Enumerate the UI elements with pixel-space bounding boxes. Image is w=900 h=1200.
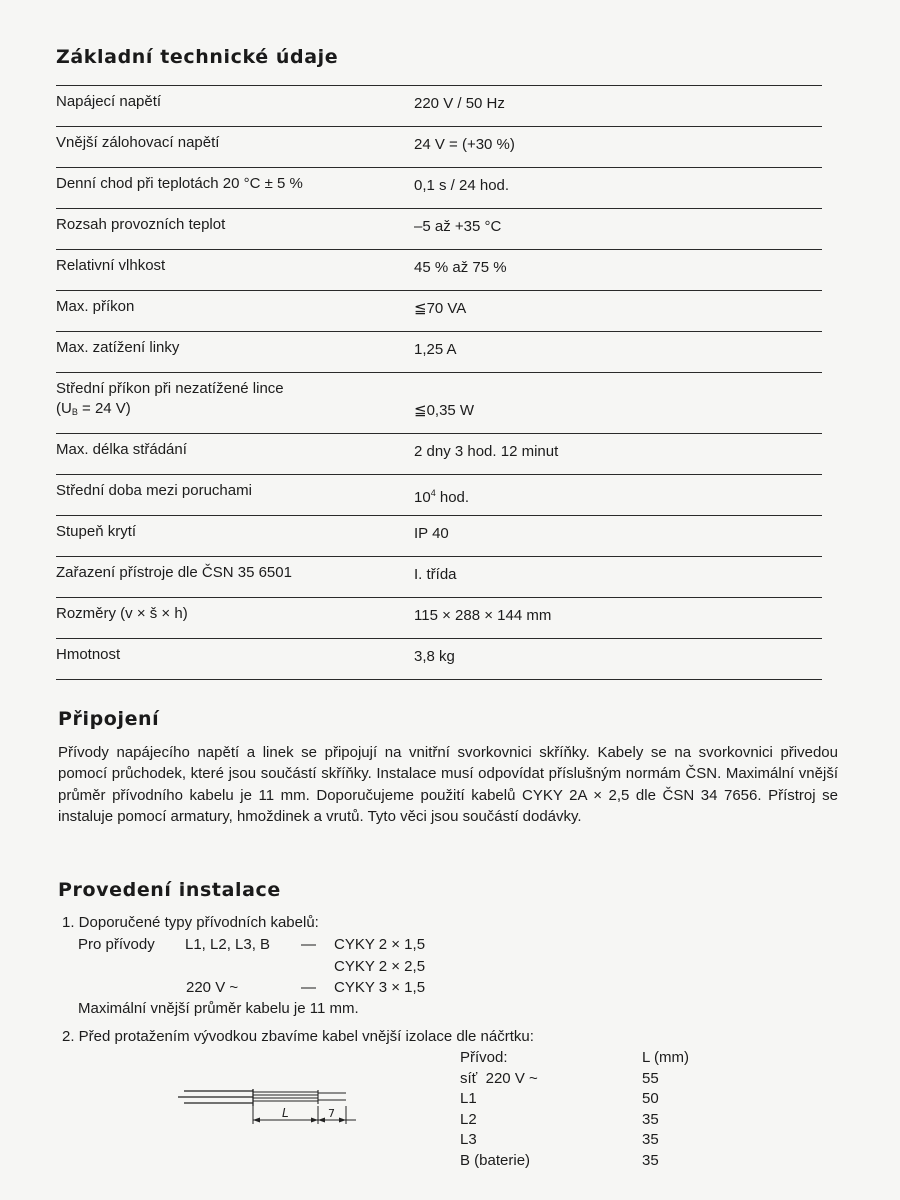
table-row	[56, 209, 822, 249]
spec-value: 45 % až 75 %	[414, 259, 507, 276]
table-row	[56, 291, 822, 331]
strip-length: 35	[642, 1151, 659, 1169]
spec-label: Hmotnost	[56, 646, 121, 663]
spec-value: ≦0,35 W	[414, 402, 475, 419]
spec-value: 2 dny 3 hod. 12 minut	[414, 443, 559, 460]
spec-label: Max. příkon	[56, 298, 135, 315]
spec-value-base: 10	[414, 489, 431, 506]
spec-value: ≦70 VA	[414, 300, 467, 317]
dimension-arrow	[339, 1118, 346, 1123]
connection-paragraph: Přívody napájecího napětí a linek se připojují na vnitřní svorkovnici skříňky. Kabely se na svorkovnici přivedou pomocí průchodek, které jsou součástí skříňky. Instalace musí odpovídat příslušným normám ČSN. Maximální vnější průměr přívodního kabelu je 11 mm. Doporučujeme použití kabelů CYKY 2A × 2,5 dle ČSN 34 7656. Přístroj se instaluje pomocí armatury, hmoždinek a vrutů. Tyto věci jsou součástí dodávky.	[58, 744, 838, 826]
spec-label: Max. zatížení linky	[56, 339, 180, 356]
spec-label: Stupeň krytí	[56, 523, 137, 540]
spec-label: Napájecí napětí	[56, 93, 162, 110]
spec-label: Max. délka střádání	[56, 441, 187, 458]
spec-value: 220 V / 50 Hz	[414, 95, 505, 112]
item1-line3-right: CYKY 3 × 1,5	[334, 979, 426, 996]
cable-name: L3	[460, 1131, 477, 1148]
cable-name: L2	[460, 1110, 477, 1128]
spec-label: Zařazení přístroje dle ČSN 35 6501	[56, 564, 292, 581]
table-row	[56, 168, 822, 208]
strip-length: 35	[642, 1131, 659, 1148]
section-title-installation: Provedení instalace	[58, 879, 281, 901]
spec-value: 115 × 288 × 144 mm	[414, 607, 552, 624]
spec-value: 24 V = (+30 %)	[414, 136, 515, 153]
table-row	[56, 250, 822, 290]
table-row	[56, 557, 822, 597]
spec-value: 1,25 A	[414, 341, 457, 358]
spec-label: Vnější zálohovací napětí	[56, 134, 220, 151]
cable-strip-sketch	[178, 1080, 368, 1130]
table-row	[56, 639, 822, 679]
spec-label: Relativní vlhkost	[56, 257, 166, 274]
spec-value: IP 40	[414, 525, 449, 542]
spec-label-line1: Střední příkon při nezatížené lince	[56, 380, 284, 397]
section-title-specs: Základní technické údaje	[56, 46, 339, 68]
spec-label-line2-pre: (U	[56, 400, 72, 417]
table-row	[56, 434, 822, 474]
table-row	[56, 86, 822, 126]
col-header-length: L (mm)	[642, 1049, 689, 1066]
strip-length: 35	[642, 1110, 659, 1128]
spec-value-unit: hod.	[435, 489, 470, 506]
table-row	[56, 516, 822, 556]
table-rule	[56, 679, 822, 680]
strip-length: 50	[642, 1090, 659, 1107]
item1-heading: 1. Doporučené typy přívodních kabelů:	[62, 914, 319, 931]
table-row	[56, 127, 822, 167]
table-row	[56, 475, 822, 515]
item1-line3-mid: 220 V ~	[186, 979, 239, 996]
spec-label: Rozměry (v × š × h)	[56, 605, 188, 622]
dimension-arrow	[311, 1118, 318, 1123]
cable-name: L1	[460, 1090, 477, 1107]
spec-value: I. třída	[414, 566, 457, 583]
item1-dash: —	[301, 936, 316, 953]
col-header-cable: Přívod:	[460, 1049, 508, 1066]
spec-value	[414, 483, 469, 508]
spec-label: Denní chod při teplotách 20 °C ± 5 %	[56, 175, 303, 192]
dimension-arrow	[253, 1118, 260, 1123]
table-row	[56, 332, 822, 372]
dimension-arrow	[318, 1118, 325, 1123]
item2-heading: 2. Před protažením vývodkou zbavíme kabel vnější izolace dle náčrtku:	[62, 1028, 534, 1045]
cable-name: B (baterie)	[460, 1151, 531, 1169]
spec-label-line2-post: = 24 V)	[77, 400, 131, 417]
section-title-connection: Připojení	[58, 708, 160, 730]
item1-line2-right: CYKY 2 × 2,5	[334, 958, 426, 975]
table-row	[56, 373, 822, 433]
spec-value: 0,1 s / 24 hod.	[414, 177, 510, 194]
table-row	[56, 598, 822, 638]
strip-length: 55	[642, 1069, 659, 1087]
spec-value: 3,8 kg	[414, 648, 455, 665]
sketch-label-7: 7	[328, 1107, 335, 1120]
spec-value: –5 až +35 °C	[414, 218, 502, 235]
spec-value-exponent: 4	[430, 488, 436, 498]
spec-label	[56, 379, 284, 422]
spec-label: Střední doba mezi poruchami	[56, 482, 252, 499]
spec-label: Rozsah provozních teplot	[56, 216, 226, 233]
item1-line1-right: CYKY 2 × 1,5	[334, 936, 426, 953]
item1-dash-2: —	[301, 979, 316, 996]
cable-name: síť 220 V ~	[460, 1069, 538, 1087]
item1-line1-mid: L1, L2, L3, B	[185, 936, 271, 953]
specs-table	[56, 85, 822, 680]
spec-label-line2-sub: B	[71, 407, 78, 417]
item1-line1-left: Pro přívody	[78, 936, 155, 953]
sketch-label-L: L	[282, 1106, 289, 1120]
item1-note: Maximální vnější průměr kabelu je 11 mm.	[78, 1000, 359, 1017]
